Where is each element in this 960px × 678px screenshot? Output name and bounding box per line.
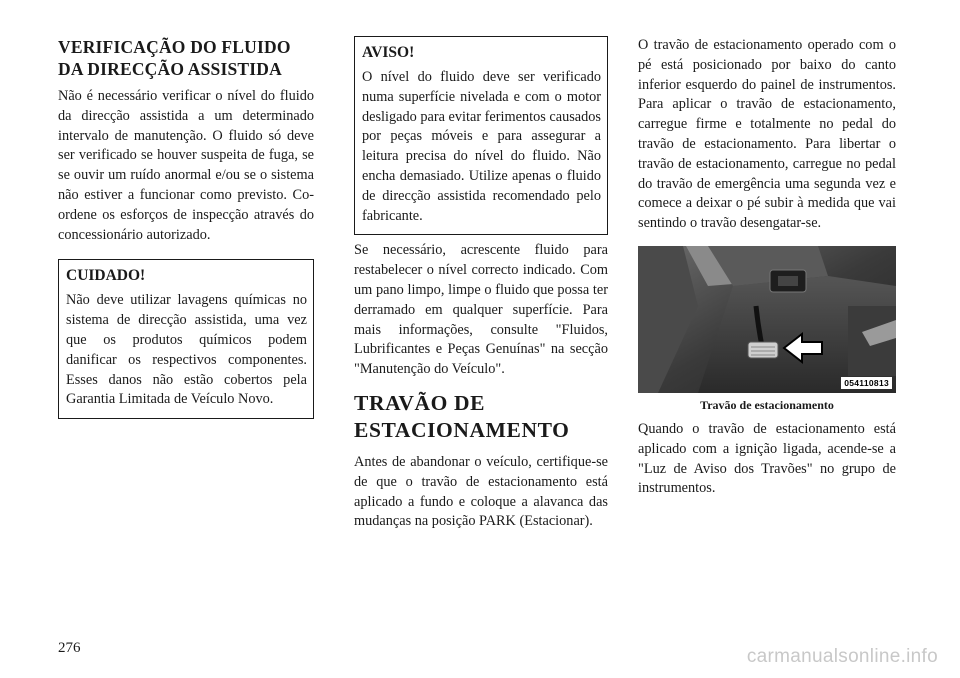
figure-code: 054110813 xyxy=(841,377,892,389)
parking-brake-operation-paragraph: O travão de estacionamento operado com o pé está posicionado por baixo do canto inferior esquerdo do painel de instrumentos. Para aplicar o travão de estacionamento, carregue firme e totalmente no pedal do travão de estacionamento. Para libertar o travão de estacionamento, carregue no pedal do travão de emergência uma segunda vez e comece a deixar o pé subir à medida que vai sentindo o travão desengatar-se. xyxy=(638,37,896,232)
power-steering-paragraph: Não é necessário verificar o nível do fluido da direcção assistida a um determinado intervalo de manutenção. O fluido só deve ser verificado se houver suspeita de fuga, se se ouvir um ruído anormal e/ou se o sistema não estiver a funcionar como previsto. Coordene os esforços de inspecção através do concessionário autorizado. xyxy=(58,88,314,243)
column-middle xyxy=(354,36,608,532)
parking-brake-intro-paragraph: Antes de abandonar o veículo, certifique-se de que o travão de estacionamento está aplicado a fundo e coloque a alavanca das mudanças na posição PARK (Estacionar). xyxy=(354,453,608,530)
column-left xyxy=(58,36,314,419)
warning-box xyxy=(354,36,608,235)
watermark: carmanualsonline.info xyxy=(746,646,938,667)
figure-caption: Travão de estacionamento xyxy=(700,397,834,412)
caution-box xyxy=(58,259,314,419)
warning-light-paragraph: Quando o travão de estacionamento está aplicado com a ignição ligada, acende-se a "Luz de Aviso dos Travões" no grupo de instrumentos. xyxy=(638,420,896,497)
column-right xyxy=(638,36,896,499)
heading-line-1: TRAVÃO DE xyxy=(354,390,486,415)
section-heading-parking-brake xyxy=(354,390,608,444)
caution-text: Não deve utilizar lavagens químicas no sistema de direcção assistida, uma vez que os produtos químicos podem danificar os respectivos componentes. Esses danos não estão cobertos pela Garantia Limitada de Veículo Novo. xyxy=(66,292,307,408)
parking-brake-figure xyxy=(638,246,896,393)
page-number: 276 xyxy=(58,640,81,656)
caution-title: CUIDADO! xyxy=(66,267,146,285)
add-fluid-paragraph: Se necessário, acrescente fluido para restabelecer o nível correcto indicado. Com um pano limpo, limpe o fluido que possa ter derramado em qualquer superfície. Para mais informações, consulte "Fluidos, Lubrificantes e Peças Genuínas" na secção "Manutenção do Veículo". xyxy=(354,242,608,378)
section-heading-power-steering xyxy=(58,36,314,80)
heading-line-1: VERIFICAÇÃO DO FLUIDO xyxy=(58,37,291,57)
warning-title: AVISO! xyxy=(362,44,415,61)
heading-line-2: DA DIRECÇÃO ASSISTIDA xyxy=(58,59,282,79)
heading-line-2: ESTACIONAMENTO xyxy=(354,417,570,442)
warning-text: O nível do fluido deve ser verificado numa superfície nivelada e com o motor desligado para evitar ferimentos causados por peças móveis e para assegurar a leitura precisa do nível do fluido. Não encha demasiado. Utilize apenas o fluido de direcção assistida recomendado pelo fabricante. xyxy=(362,69,601,224)
parking-brake-photo xyxy=(638,246,896,393)
